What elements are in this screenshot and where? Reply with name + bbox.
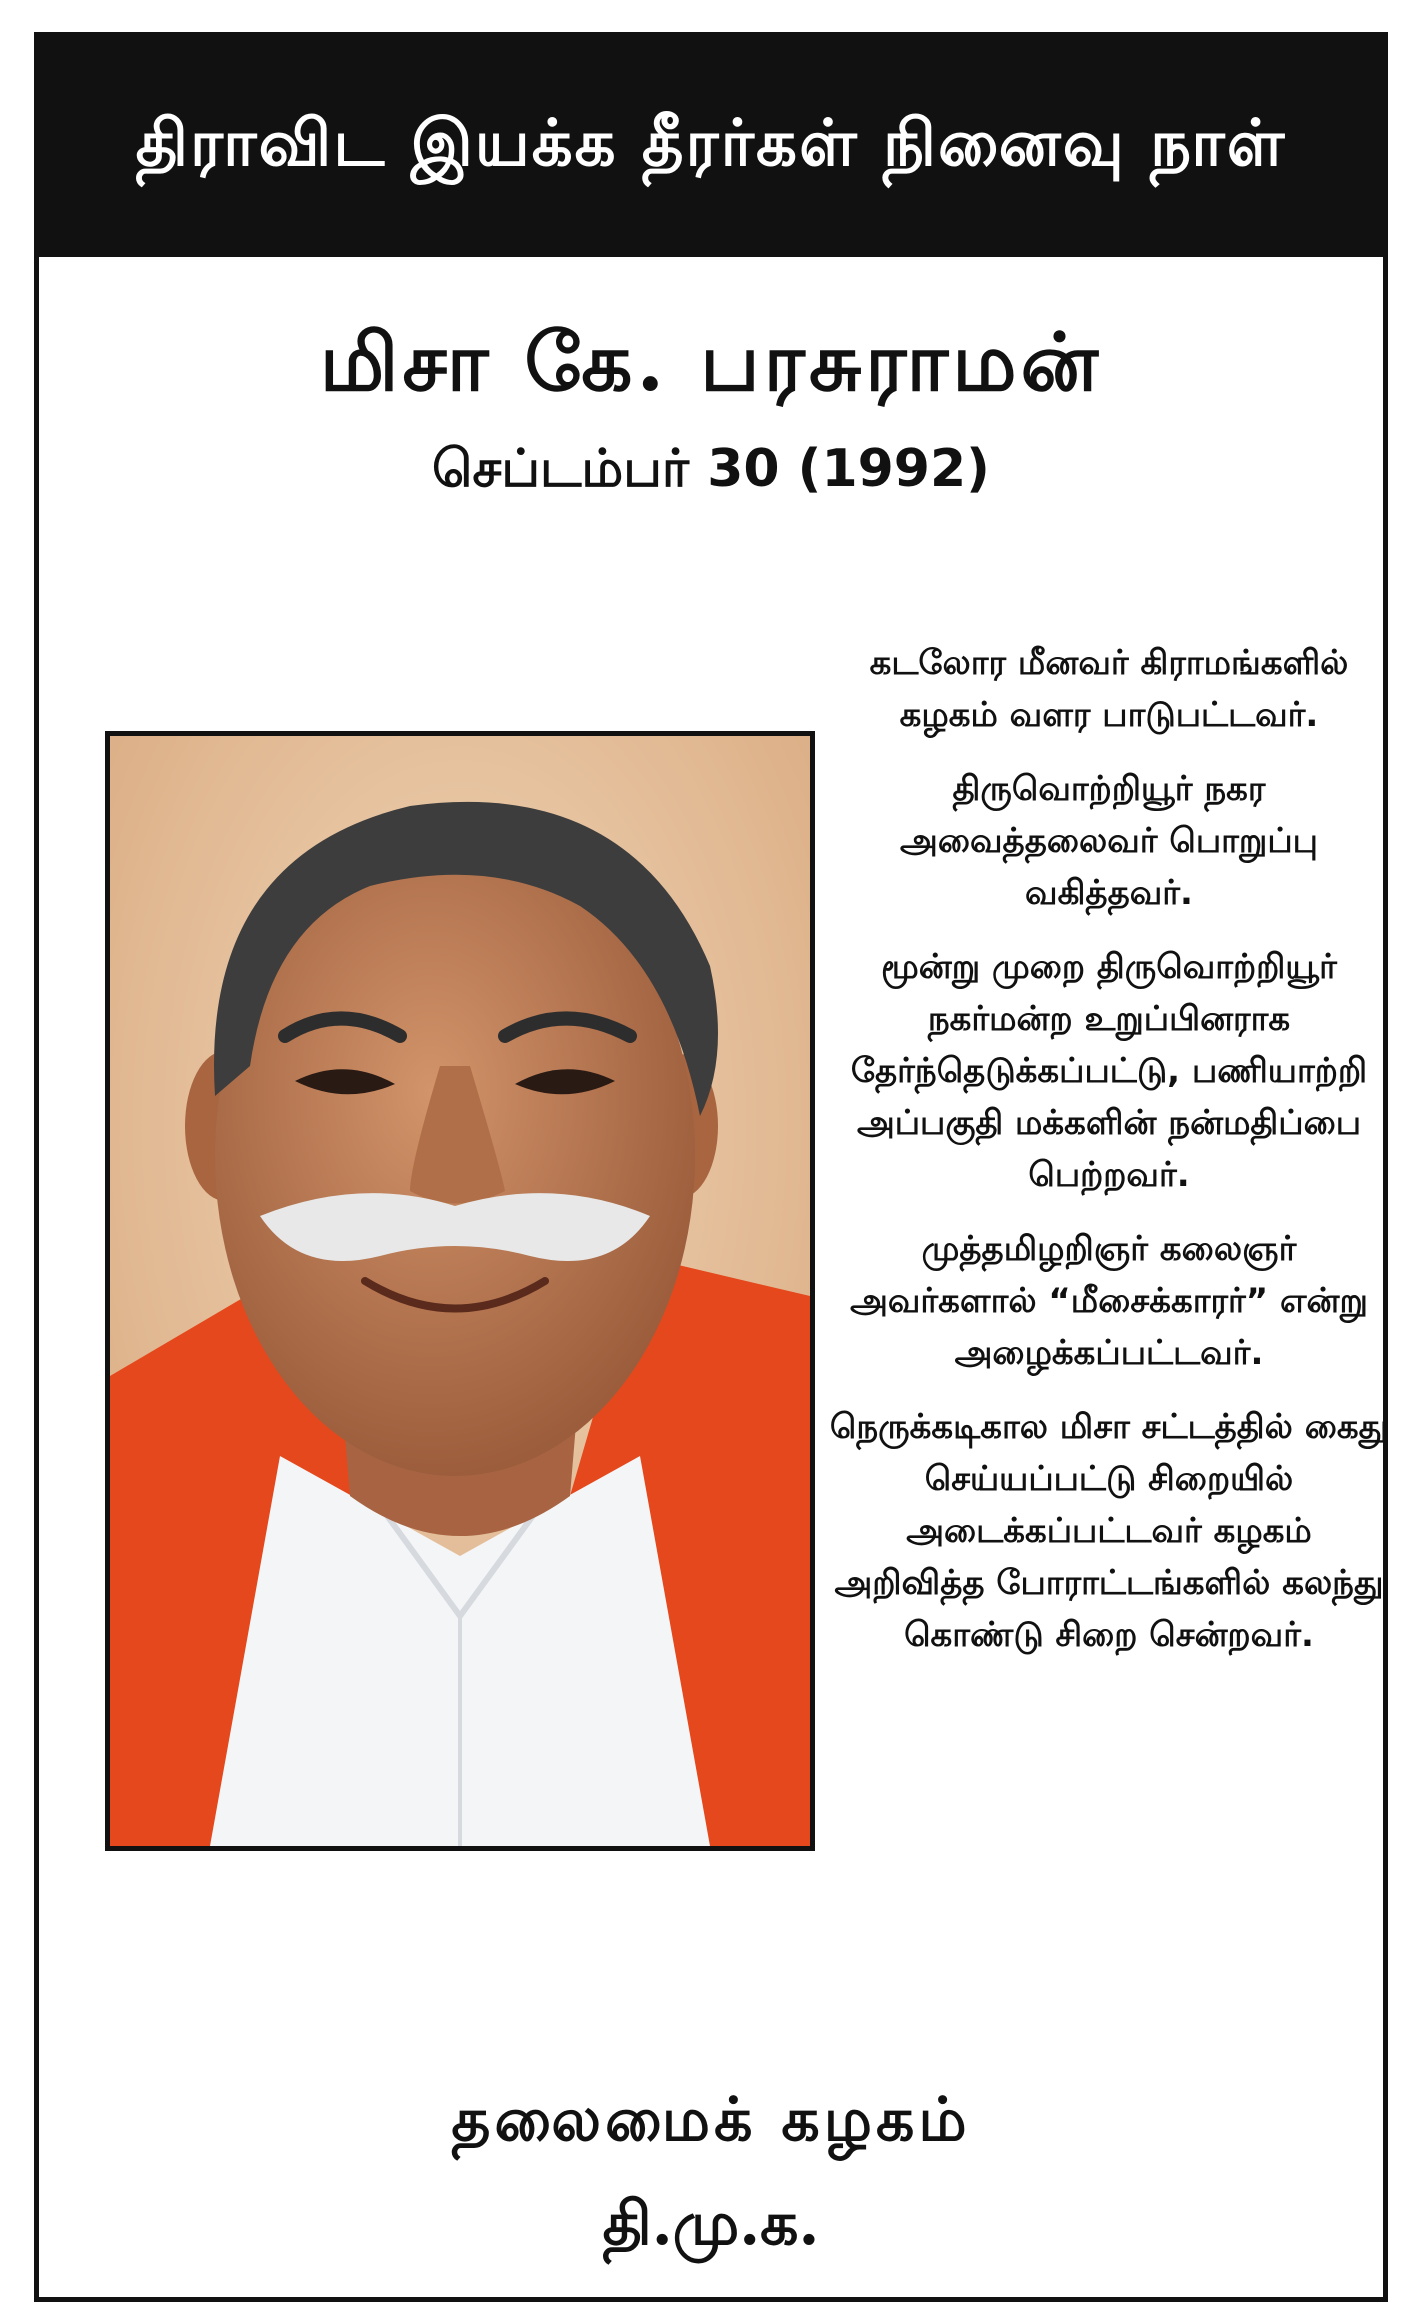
person-name: மிசா கே. பரசுராமன் xyxy=(319,315,1103,409)
fact-item: முத்தமிழறிஞர் கலைஞர் அவர்களால் “மீசைக்காரர்” என்று அழைக்கப்பட்டவர். xyxy=(850,1229,1368,1373)
memorial-date: செப்டம்பர் 30 (1992) xyxy=(432,439,990,499)
memorial-notice xyxy=(34,32,1388,2302)
portrait-frame xyxy=(105,731,815,1851)
fact-item: நெருக்கடிகால மிசா சட்டத்தில் கைது செய்யப்பட்டு சிறையில் அடைக்கப்பட்டவர் கழகம் அறிவித்த போராட்டங்களில் கலந்து கொண்டு சிறை சென்றவர். xyxy=(829,1407,1389,1655)
fact-item: கடலோர மீனவர் கிராமங்களில் கழகம் வளர பாடுபட்டவர். xyxy=(869,643,1349,735)
facts-list xyxy=(829,637,1389,1683)
banner-title: திராவிட இயக்க தீரர்கள் நினைவு நாள் xyxy=(135,105,1287,181)
portrait-illustration-icon xyxy=(110,736,810,1846)
fact-item: திருவொற்றியூர் நகர அவைத்தலைவர் பொறுப்பு வகித்தவர். xyxy=(900,769,1318,913)
header-banner xyxy=(39,37,1383,257)
fact-item: மூன்று முறை திருவொற்றியூர் நகர்மன்ற உறுப்பினராக தேர்ந்தெடுக்கப்பட்டு, பணியாற்றி அப்பகுதி மக்களின் நன்மதிப்பை பெற்றவர். xyxy=(850,947,1368,1195)
footer-party: தி.மு.க. xyxy=(602,2189,820,2259)
footer-organization: தலைமைக் கழகம் xyxy=(451,2085,971,2155)
